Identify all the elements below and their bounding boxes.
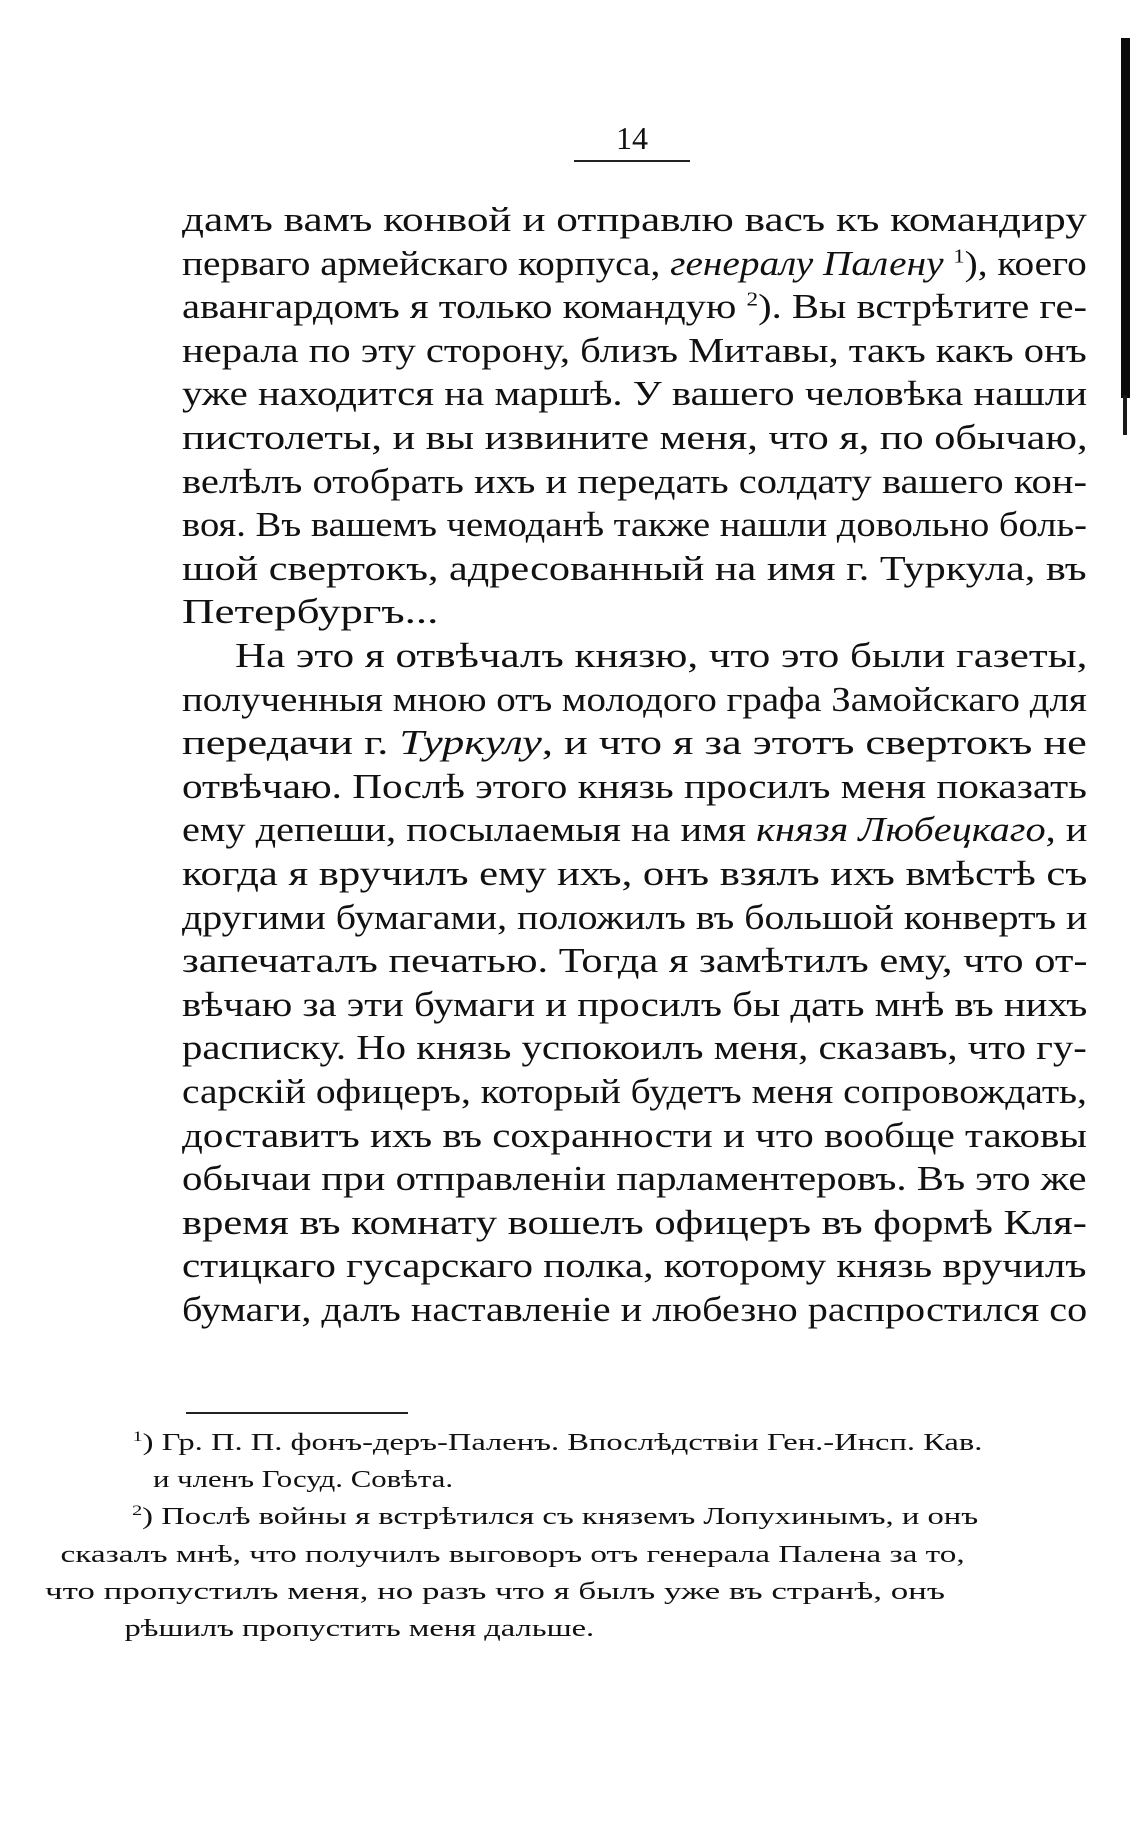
text-run: вѣчаю за эти бумаги и просилъ бы дать мнѣ въ нихъ <box>182 984 1088 1024</box>
footnote-ref: 1 <box>132 1429 143 1445</box>
text-run: авангардомъ я только командую <box>182 287 747 327</box>
italic-text: генералу Палену <box>670 243 944 283</box>
text-run: ему депеши, посылаемыя на имя <box>182 810 757 850</box>
text-run: рѣшилъ пропустить меня дальше. <box>124 1616 595 1642</box>
text-run: ). Вы встрѣтите ге- <box>758 287 1088 327</box>
body-line <box>182 808 1087 852</box>
body-line <box>182 1114 1087 1158</box>
text-run: сказалъ мнѣ, что получилъ выговоръ отъ генерала Палена за то, <box>60 1541 965 1568</box>
body-line <box>182 896 1087 940</box>
page-number-rule <box>574 160 690 162</box>
body-line <box>182 1244 1087 1288</box>
text-run: передачи г. <box>182 723 400 763</box>
text-run: сарскій офицеръ, который будетъ меня сопровождать, <box>182 1072 1087 1111</box>
footnote-line <box>132 1500 978 1534</box>
italic-text: Туркулу <box>399 723 542 763</box>
footnote-line <box>45 1575 945 1609</box>
text-run: уже находится на маршѣ. У вашего человѣка нашли <box>182 374 1088 414</box>
body-line <box>182 590 438 634</box>
footnote-line <box>60 1538 964 1572</box>
footnote-ref: 1 <box>953 244 965 267</box>
body-line <box>182 198 1087 242</box>
text-run: обычаи при отправленіи парламентеровъ. Въ это же <box>182 1159 1087 1199</box>
text-run: ), коего <box>964 243 1087 283</box>
text-run: пистолеты, и вы извините меня, что я, по обычаю, <box>182 418 1088 457</box>
text-run: ) Гр. П. П. фонъ-деръ-Паленъ. Впослѣдствіи Ген.-Инсп. Кав. <box>142 1430 983 1456</box>
footnote-line <box>133 1426 983 1460</box>
footnote-ref: 2 <box>746 288 759 311</box>
body-line <box>182 1157 1087 1201</box>
text-run: и членъ Госуд. Совѣта. <box>152 1467 454 1494</box>
body-line <box>182 242 1087 286</box>
footnote-line <box>125 1612 595 1646</box>
body-line <box>182 678 1087 722</box>
text-run: полученныя мною отъ молодого графа Замойскаго для <box>182 679 1087 719</box>
body-line <box>182 983 1087 1027</box>
body-line <box>182 1070 1087 1114</box>
text-run: время въ комнату вошелъ офицеръ въ формѣ Кля- <box>182 1202 1087 1242</box>
body-line <box>182 547 1087 591</box>
scan-edge-mark-lower <box>1123 395 1127 435</box>
text-run: нерала по эту сторону, близъ Митавы, такъ какъ онъ <box>182 330 1087 370</box>
text-run: другими бумагами, положилъ въ большой конвертъ и <box>182 897 1088 937</box>
footnote-ref: 2 <box>131 1503 143 1520</box>
text-run: отвѣчаю. Послѣ этого князь просилъ меня показать <box>182 766 1087 806</box>
text-run: запечаталъ печатью. Тогда я замѣтилъ ему, что от- <box>182 941 1088 981</box>
text-run: воя. Въ вашемъ чемоданѣ также нашли довольно боль- <box>182 505 1087 545</box>
body-line <box>182 1288 1087 1332</box>
text-run: дамъ вамъ конвой и отправлю васъ къ командиру <box>182 200 1087 239</box>
body-line <box>182 1201 1087 1245</box>
body-line <box>182 503 1087 547</box>
text-run: На это я отвѣчалъ князю, что это были газеты, <box>235 636 1088 675</box>
body-line <box>182 329 1087 373</box>
text-run: Петербургъ... <box>182 592 439 632</box>
text-run: что пропустилъ меня, но разъ что я былъ уже въ странѣ, онъ <box>45 1578 945 1605</box>
body-line <box>182 939 1088 983</box>
text-run: доставитъ ихъ въ сохранности и что вообще таковы <box>182 1115 1087 1155</box>
text-run: перваго армейскаго корпуса, <box>182 243 671 283</box>
text-run: бумаги, далъ наставленіе и любезно распростился со <box>182 1290 1088 1329</box>
italic-text: князя Любецкаго <box>756 810 1046 850</box>
body-line <box>182 1026 1087 1070</box>
body-line <box>182 765 1087 809</box>
footnote-line <box>153 1463 453 1497</box>
body-line <box>182 416 1088 460</box>
body-line <box>182 721 1087 765</box>
body-line <box>182 852 1087 896</box>
page-number: 14 <box>616 120 648 156</box>
text-run: когда я вручилъ ему ихъ, онъ взялъ ихъ вмѣстѣ съ <box>182 854 1088 893</box>
text-run: ) Послѣ войны я встрѣтился съ княземъ Лопухинымъ, и онъ <box>142 1504 979 1531</box>
text-run: стицкаго гусарскаго полка, которому князь вручилъ <box>182 1246 1087 1286</box>
body-line <box>235 634 1087 678</box>
body-line <box>182 460 1087 504</box>
body-line <box>182 372 1087 416</box>
footnote-separator <box>186 1412 408 1414</box>
text-run: велѣлъ отобрать ихъ и передать солдату вашего кон- <box>182 461 1087 501</box>
text-run: расписку. Но князь успокоилъ меня, сказавъ, что гу- <box>182 1028 1087 1068</box>
text-run: шой свертокъ, адресованный на имя г. Туркула, въ <box>182 548 1087 588</box>
scan-edge-mark <box>1121 38 1130 398</box>
text-run: , и что я за этотъ свертокъ не <box>541 723 1087 763</box>
text-run: , и <box>1045 810 1088 850</box>
text-run <box>944 244 954 283</box>
body-line <box>182 285 1087 329</box>
